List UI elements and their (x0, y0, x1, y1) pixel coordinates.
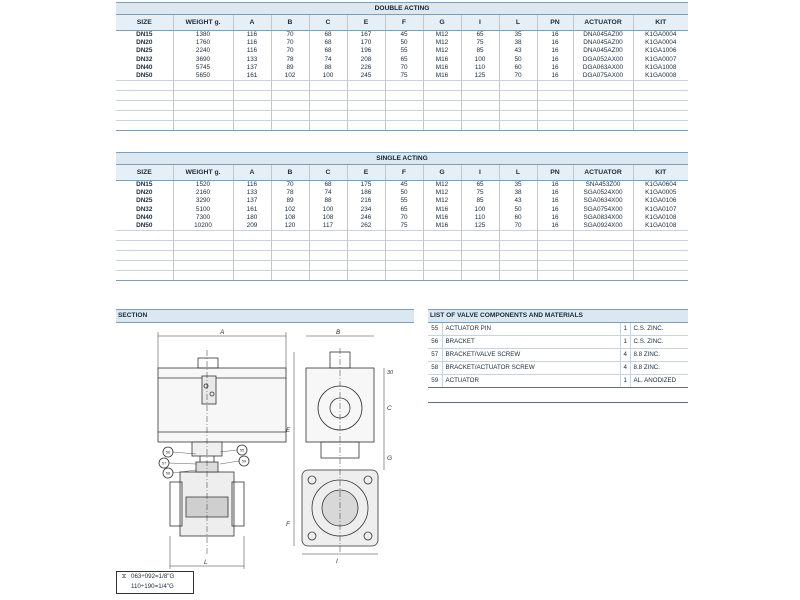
table-cell: 116 (233, 47, 271, 55)
table-cell: DN50 (136, 222, 153, 230)
component-num: 56 (428, 336, 442, 349)
table-cell: K1GA0107 (633, 206, 688, 214)
callout-57: 57 (161, 460, 167, 466)
table-cell: 88 (309, 64, 347, 72)
table-cell: M16 (423, 64, 461, 72)
table-cell: DN50 (136, 72, 153, 80)
table-cell: DGA052AX00 (573, 56, 633, 64)
column-header: SIZE (116, 165, 173, 181)
column-header: ACTUATOR (573, 15, 633, 31)
table-cell: 3690 (173, 56, 233, 64)
table-cell: 89 (271, 64, 309, 72)
table-cell: 180 (233, 214, 271, 222)
table-row (116, 197, 688, 205)
empty-row (116, 271, 688, 281)
component-qty: 1 (620, 336, 630, 349)
table-cell: 137 (233, 64, 271, 72)
double-acting-table (116, 2, 688, 131)
table-cell: DN40 (136, 213, 153, 221)
dim-l-label: L (204, 559, 208, 566)
component-name: BRACKET (442, 336, 620, 349)
table-row (116, 47, 688, 55)
table-cell: DGA075AX00 (573, 72, 633, 81)
table-cell: 125 (461, 222, 499, 231)
table-cell: 74 (309, 189, 347, 197)
table-cell: DGA063AX00 (573, 64, 633, 72)
empty-row (116, 101, 688, 111)
column-header: I (461, 165, 499, 181)
table-cell: 5650 (173, 72, 233, 81)
actuator-side-view (294, 336, 384, 554)
table-cell: 70 (271, 31, 309, 40)
column-header: B (271, 15, 309, 31)
table-cell: SNA453Z00 (573, 181, 633, 190)
component-qty: 1 (620, 323, 630, 336)
table-cell: 2240 (173, 47, 233, 55)
thread-note-line2: 110÷190=1/4"G (131, 583, 174, 590)
table-cell: DN25 (136, 197, 153, 205)
section-title: SECTION (116, 309, 414, 323)
table-cell: 161 (233, 206, 271, 214)
column-header: WEIGHT g. (173, 165, 233, 181)
component-material: AL. ANODIZED (630, 375, 688, 388)
component-row (428, 336, 688, 349)
table-cell: 16 (537, 39, 573, 47)
column-header: KIT (633, 15, 688, 31)
table-cell: 100 (309, 206, 347, 214)
table-cell: 70 (499, 222, 537, 231)
component-num: 57 (428, 349, 442, 362)
table-cell: DN32 (136, 55, 153, 63)
table-cell: 16 (537, 197, 573, 205)
column-header: I (461, 15, 499, 31)
table-cell: 68 (309, 31, 347, 40)
table-cell: 100 (309, 72, 347, 81)
table-cell: 70 (385, 214, 423, 222)
table-row (116, 56, 688, 64)
table-cell: M12 (423, 47, 461, 55)
column-header: PN (537, 15, 573, 31)
table-cell: SGA0924X00 (573, 222, 633, 231)
table-cell: 262 (347, 222, 385, 231)
table-cell: 117 (309, 222, 347, 231)
table-cell: 35 (499, 31, 537, 40)
table-cell: 16 (537, 72, 573, 81)
table-cell: 65 (385, 206, 423, 214)
table-cell: 16 (537, 31, 573, 40)
table-cell: 65 (461, 181, 499, 190)
table-cell: K1GA0106 (633, 197, 688, 205)
table-cell: 75 (385, 222, 423, 231)
table-cell: M16 (423, 214, 461, 222)
table-cell: 120 (271, 222, 309, 231)
table-cell: 234 (347, 206, 385, 214)
table-cell: 116 (233, 181, 271, 190)
table-cell: 108 (309, 214, 347, 222)
component-material: C.S. ZINC. (630, 323, 688, 336)
component-name: ACTUATOR (442, 375, 620, 388)
table-cell: 16 (537, 214, 573, 222)
column-header: B (271, 165, 309, 181)
table-cell: 226 (347, 64, 385, 72)
component-num: 55 (428, 323, 442, 336)
table-cell: 2160 (173, 189, 233, 197)
table-cell: M16 (423, 206, 461, 214)
table-cell: 43 (499, 47, 537, 55)
table-row (116, 31, 688, 40)
single-acting-title: SINGLE ACTING (116, 153, 688, 165)
callout-59: 59 (241, 458, 247, 464)
table-cell: 68 (309, 181, 347, 190)
table-cell: 75 (385, 72, 423, 81)
double-acting-title: DOUBLE ACTING (116, 3, 688, 15)
table-cell: K1GA1006 (633, 47, 688, 55)
table-cell: K1GA0005 (633, 189, 688, 197)
table-cell: 38 (499, 39, 537, 47)
table-cell: 108 (271, 214, 309, 222)
table-cell: 60 (499, 214, 537, 222)
table-row (116, 222, 688, 231)
table-cell: 68 (309, 47, 347, 55)
table-cell: M12 (423, 197, 461, 205)
table-cell: DN25 (136, 47, 153, 55)
table-row (116, 206, 688, 214)
thread-note (116, 571, 194, 594)
table-cell: SGA0524X00 (573, 189, 633, 197)
table-cell: 137 (233, 197, 271, 205)
table-cell: SGA0754X00 (573, 206, 633, 214)
dim-30-label: 30 (387, 370, 394, 376)
callout-56: 56 (165, 449, 171, 455)
table-cell: 110 (461, 64, 499, 72)
table-row (116, 64, 688, 72)
table-cell: DNA045AZ00 (573, 47, 633, 55)
component-name: BRACKET/VALVE SCREW (442, 349, 620, 362)
table-cell: 100 (461, 206, 499, 214)
component-qty: 4 (620, 362, 630, 375)
table-cell: 70 (385, 64, 423, 72)
column-header: ACTUATOR (573, 165, 633, 181)
table-cell: 16 (537, 181, 573, 190)
component-row (428, 349, 688, 362)
column-header: WEIGHT g. (173, 15, 233, 31)
column-header: C (309, 15, 347, 31)
column-header: E (347, 165, 385, 181)
column-header: L (499, 15, 537, 31)
column-header: C (309, 165, 347, 181)
table-cell: 102 (271, 72, 309, 81)
hourglass-icon: ⧖ (121, 573, 127, 580)
table-cell: DN15 (136, 181, 153, 188)
empty-row (116, 111, 688, 121)
table-cell: 43 (499, 197, 537, 205)
column-header: A (233, 165, 271, 181)
table-cell: 170 (347, 39, 385, 47)
single-acting-table (116, 152, 688, 281)
table-cell: 10200 (173, 222, 233, 231)
dim-f-label: F (286, 521, 290, 528)
table-cell: K1GA1008 (633, 64, 688, 72)
table-row (116, 189, 688, 197)
table-cell: M12 (423, 31, 461, 40)
table-cell: 45 (385, 31, 423, 40)
column-header: G (423, 165, 461, 181)
component-name: BRACKET/ACTUATOR SCREW (442, 362, 620, 375)
table-cell: K1GA0108 (633, 222, 688, 231)
empty-row (116, 231, 688, 241)
table-cell: 116 (233, 31, 271, 40)
component-row (428, 323, 688, 336)
dim-i-label: I (336, 558, 338, 565)
table-cell: K1GA0108 (633, 214, 688, 222)
table-cell: 85 (461, 47, 499, 55)
callout-55: 55 (239, 447, 245, 453)
table-cell: 35 (499, 181, 537, 190)
table-cell: 50 (499, 206, 537, 214)
table-cell: 38 (499, 189, 537, 197)
table-cell: 110 (461, 214, 499, 222)
table-cell: K1GA0008 (633, 72, 688, 81)
table-cell: M16 (423, 72, 461, 81)
table-cell: 16 (537, 64, 573, 72)
table-cell: 75 (461, 39, 499, 47)
table-cell: 175 (347, 181, 385, 190)
column-header: E (347, 15, 385, 31)
table-cell: M16 (423, 56, 461, 64)
components-table (428, 323, 688, 403)
table-cell: M12 (423, 181, 461, 190)
component-qty: 4 (620, 349, 630, 362)
component-material: 8.8 ZINC. (630, 362, 688, 375)
table-cell: 5745 (173, 64, 233, 72)
table-cell: 196 (347, 47, 385, 55)
component-material: C.S. ZINC. (630, 336, 688, 349)
table-row (116, 181, 688, 190)
column-header: G (423, 15, 461, 31)
table-cell: 74 (309, 56, 347, 64)
table-cell: DNA045AZ00 (573, 39, 633, 47)
table-cell: 1380 (173, 31, 233, 40)
table-cell: M12 (423, 39, 461, 47)
table-cell: SGA0834X00 (573, 214, 633, 222)
table-cell: 102 (271, 206, 309, 214)
column-header: F (385, 165, 423, 181)
table-cell: SGA0634X00 (573, 197, 633, 205)
column-header: L (499, 165, 537, 181)
table-cell: 209 (233, 222, 271, 231)
table-cell: 100 (461, 56, 499, 64)
column-header: PN (537, 165, 573, 181)
table-cell: 70 (499, 72, 537, 81)
component-row (428, 375, 688, 388)
table-cell: 78 (271, 56, 309, 64)
component-name: ACTUATOR PIN (442, 323, 620, 336)
table-cell: M12 (423, 189, 461, 197)
table-cell: 78 (271, 189, 309, 197)
table-cell: 16 (537, 56, 573, 64)
dim-g-label: G (387, 455, 393, 462)
table-cell: 70 (271, 39, 309, 47)
dim-b-label: B (336, 329, 341, 336)
table-cell: 1760 (173, 39, 233, 47)
empty-row (116, 91, 688, 101)
dim-e-label: E (286, 427, 291, 434)
table-cell: 16 (537, 47, 573, 55)
table-cell: K1GA0007 (633, 56, 688, 64)
thread-note-line1: 063÷092=1/8"G (131, 573, 175, 580)
table-cell: 5100 (173, 206, 233, 214)
table-cell: 208 (347, 56, 385, 64)
table-cell: 65 (385, 56, 423, 64)
table-cell: 167 (347, 31, 385, 40)
table-cell: 16 (537, 222, 573, 231)
column-header: F (385, 15, 423, 31)
callout-58: 58 (165, 470, 171, 476)
table-cell: 55 (385, 47, 423, 55)
table-cell: M16 (423, 222, 461, 231)
empty-row (116, 261, 688, 271)
table-cell: 3290 (173, 197, 233, 205)
table-cell: DN20 (136, 189, 153, 197)
table-cell: 133 (233, 189, 271, 197)
table-cell: 16 (537, 189, 573, 197)
section-drawing (116, 322, 416, 570)
empty-row (116, 251, 688, 261)
table-cell: 16 (537, 206, 573, 214)
table-row (116, 72, 688, 81)
column-header: SIZE (116, 15, 173, 31)
table-cell: K1GA0004 (633, 39, 688, 47)
table-cell: 50 (385, 39, 423, 47)
components-title: LIST OF VALVE COMPONENTS AND MATERIALS (428, 309, 688, 323)
table-cell: 116 (233, 39, 271, 47)
component-qty: 1 (620, 375, 630, 388)
component-num: 59 (428, 375, 442, 388)
empty-row (116, 241, 688, 251)
table-cell: 60 (499, 64, 537, 72)
table-cell: 50 (499, 56, 537, 64)
table-cell: K1GA0604 (633, 181, 688, 190)
table-row (116, 214, 688, 222)
table-cell: 1520 (173, 181, 233, 190)
table-row (116, 39, 688, 47)
table-cell: DN32 (136, 205, 153, 213)
dim-c-label: C (387, 405, 392, 412)
table-cell: K1GA0004 (633, 31, 688, 40)
table-cell: 245 (347, 72, 385, 81)
table-cell: 65 (461, 31, 499, 40)
empty-row (116, 81, 688, 91)
table-cell: 88 (309, 197, 347, 205)
table-cell: 45 (385, 181, 423, 190)
table-cell: DN20 (136, 39, 153, 47)
table-cell: 161 (233, 72, 271, 81)
table-cell: DN15 (136, 31, 153, 38)
table-cell: 125 (461, 72, 499, 81)
table-cell: 50 (385, 189, 423, 197)
empty-row (116, 121, 688, 131)
table-cell: 70 (271, 47, 309, 55)
table-cell: 70 (271, 181, 309, 190)
component-material: 8.8 ZINC. (630, 349, 688, 362)
table-cell: 246 (347, 214, 385, 222)
actuator-front-view (158, 332, 286, 569)
dim-a-label: A (220, 329, 225, 336)
table-cell: DNA045AZ00 (573, 31, 633, 40)
table-cell: 85 (461, 197, 499, 205)
table-cell: 55 (385, 197, 423, 205)
column-header: A (233, 15, 271, 31)
table-cell: 7300 (173, 214, 233, 222)
table-cell: 216 (347, 197, 385, 205)
table-cell: 89 (271, 197, 309, 205)
table-cell: 75 (461, 189, 499, 197)
column-header: KIT (633, 165, 688, 181)
table-cell: 68 (309, 39, 347, 47)
component-row (428, 362, 688, 375)
table-cell: 186 (347, 189, 385, 197)
table-cell: DN40 (136, 63, 153, 71)
component-num: 58 (428, 362, 442, 375)
table-cell: 133 (233, 56, 271, 64)
